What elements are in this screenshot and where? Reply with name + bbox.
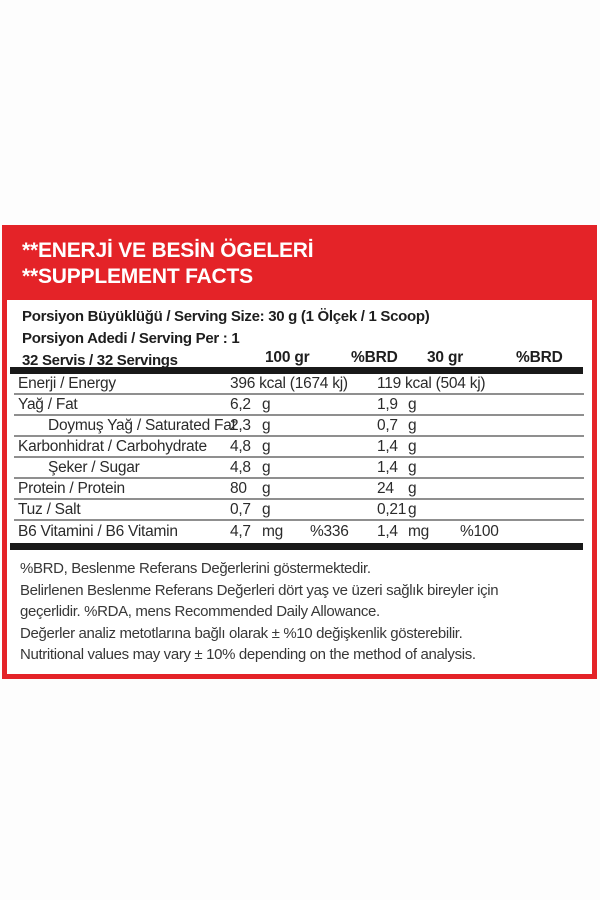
footnote-line: Nutritional values may vary ± 10% depending on the method of analysis.: [20, 646, 476, 664]
unit-100g: g: [262, 437, 271, 455]
column-header-30gr: 30 gr: [427, 349, 464, 366]
brd-100g: %336: [310, 522, 349, 540]
column-header-brd-100: %BRD: [351, 349, 398, 366]
divider-bar-bottom: [10, 543, 583, 550]
row-label: Şeker / Sugar: [48, 458, 140, 476]
table-row: [14, 395, 584, 416]
column-header-100gr: 100 gr: [265, 349, 310, 366]
value-30g: 1,4: [377, 458, 398, 476]
column-header-brd-30: %BRD: [516, 349, 563, 366]
unit-100g: g: [262, 458, 271, 476]
unit-30g: g: [408, 458, 417, 476]
unit-30g: g: [408, 500, 417, 518]
table-row: [14, 458, 584, 479]
footnote-line: geçerlidir. %RDA, mens Recommended Daily Allowance.: [20, 603, 380, 621]
nutrition-table: [14, 374, 584, 542]
value-100g: 4,8: [230, 437, 251, 455]
table-row: [14, 416, 584, 437]
table-row: [14, 437, 584, 458]
value-30g: 0,21: [377, 500, 407, 518]
value-30g: 1,9: [377, 395, 398, 413]
servings-count-line: 32 Servis / 32 Servings: [22, 352, 178, 369]
unit-100g: g: [262, 395, 271, 413]
panel-title-turkish: **ENERJİ VE BESİN ÖGELERİ: [22, 239, 314, 262]
unit-100g: g: [262, 416, 271, 434]
panel-title-english: **SUPPLEMENT FACTS: [22, 264, 253, 288]
brd-30g: %100: [460, 522, 499, 540]
footnote-line: Belirlenen Beslenme Referans Değerleri dört yaş ve üzeri sağlık bireyler için: [20, 581, 499, 599]
row-label: Yağ / Fat: [18, 395, 78, 413]
panel-title-band: [7, 230, 592, 300]
unit-30g: g: [408, 479, 417, 497]
unit-100g: g: [262, 479, 271, 497]
value-30g: 0,7: [377, 416, 398, 434]
value-100g: 2,3: [230, 416, 251, 434]
serving-per-line: Porsiyon Adedi / Serving Per : 1: [22, 330, 240, 347]
row-label: B6 Vitamini / B6 Vitamin: [18, 522, 178, 540]
value-100g: 4,8: [230, 458, 251, 476]
value-100g: 396 kcal (1674 kj): [230, 374, 348, 392]
unit-30g: g: [408, 437, 417, 455]
footnote-line: Değerler analiz metotlarına bağlı olarak ± %10 değişkenlik gösterebilir.: [20, 624, 463, 642]
value-30g: 119 kcal (504 kj): [377, 374, 486, 392]
value-30g: 1,4: [377, 522, 398, 540]
value-30g: 24: [377, 479, 394, 497]
row-label: Karbonhidrat / Carbohydrate: [18, 437, 207, 455]
table-row: [14, 500, 584, 521]
value-100g: 4,7: [230, 522, 251, 540]
row-label: Tuz / Salt: [18, 500, 81, 518]
footnote-line: %BRD, Beslenme Referans Değerlerini göstermektedir.: [20, 560, 371, 577]
table-row: [14, 374, 584, 395]
panel-body: [7, 300, 592, 666]
unit-100g: g: [262, 500, 271, 518]
table-row: [14, 521, 584, 542]
unit-100g: mg: [262, 522, 284, 540]
unit-30g: mg: [408, 522, 430, 540]
footnotes: [7, 550, 592, 666]
row-label: Protein / Protein: [18, 479, 125, 497]
unit-30g: g: [408, 395, 417, 413]
value-30g: 1,4: [377, 437, 398, 455]
serving-size-line: Porsiyon Büyüklüğü / Serving Size: 30 g (1 Ölçek / 1 Scoop): [22, 308, 430, 325]
supplement-facts-panel: [2, 225, 597, 679]
table-row: [14, 479, 584, 500]
row-label: Enerji / Energy: [18, 374, 116, 392]
row-label: Doymuş Yağ / Saturated Fat: [48, 416, 236, 434]
unit-30g: g: [408, 416, 417, 434]
value-100g: 80: [230, 479, 247, 497]
value-100g: 6,2: [230, 395, 251, 413]
value-100g: 0,7: [230, 500, 251, 518]
